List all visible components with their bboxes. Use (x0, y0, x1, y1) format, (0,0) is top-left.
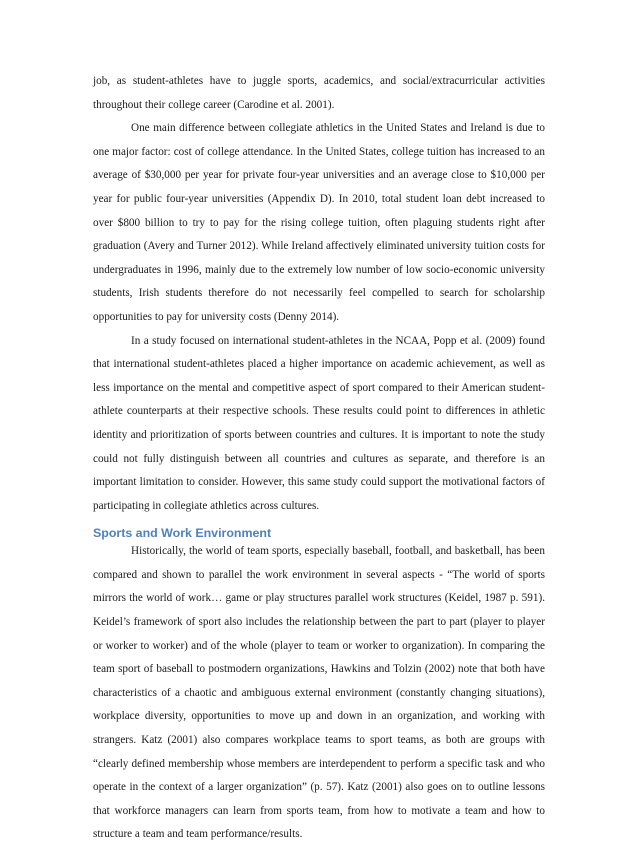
paragraph-cost-of-attendance: One main difference between collegiate athletics in the United States and Ireland is due to one major factor: cost of college attendance. In the United States, college tuition has increased to an average of $30,000 per year for private four-year universities and an average close to $10,000 per year for public four-year universities (Appendix D). In 2010, total student loan debt increased to over $800 billion to try to pay for the rising college tuition, often plaguing students right after graduation (Avery and Turner 2012). While Ireland affectively eliminated university tuition costs for undergraduates in 1996, mainly due to the extremely low number of low socio-economic university students, Irish students therefore do not necessarily feel compelled to search for scholarship opportunities to pay for university costs (Denny 2014). (93, 122, 545, 323)
paragraph-international-study: In a study focused on international student-athletes in the NCAA, Popp et al. (2009) found that international student-athletes placed a higher importance on academic achievement, as well as less importance on the mental and competitive aspect of sport compared to their American student-athlete counterparts at their respective schools. These results could point to differences in athletic identity and prioritization of sports between countries and cultures. It is important to note the study could not fully distinguish between all countries and cultures as separate, and therefore is an important limitation to consider. However, this same study could support the motivational factors of participating in collegiate athletics across cultures. (93, 334, 545, 512)
document-body (93, 70, 545, 847)
paragraph-sports-work: Historically, the world of team sports, especially baseball, football, and basketball, has been compared and shown to parallel the work environment in several aspects - “The world of sports mirrors the world of work… game or play structures parallel work structures (Keidel, 1987 p. 591). Keidel’s framework of sport also includes the relationship between the part to part (player to player or worker to worker) and of the whole (player to team or worker to organization). In comparing the team sport of baseball to postmodern organizations, Hawkins and Tolzin (2002) note that both have characteristics of a chaotic and ambiguous external environment (constantly changing situations), workplace diversity, opportunities to move up and down in an organization, and working with strangers. Katz (2001) also compares workplace teams to sport teams, as both are groups with “clearly defined membership whose members are interdependent to perform a specific task and who operate in the context of a larger organization” (p. 57). Katz (2001) also goes on to outline lessons that workforce managers can learn from sports team, from how to motivate a team and how to structure a team and team performance/results. (93, 545, 545, 841)
paragraph-continuation: job, as student-athletes have to juggle sports, academics, and social/extracurricular activities throughout their college career (Carodine et al. 2001). (93, 75, 545, 111)
section-heading: Sports and Work Environment (93, 526, 272, 541)
